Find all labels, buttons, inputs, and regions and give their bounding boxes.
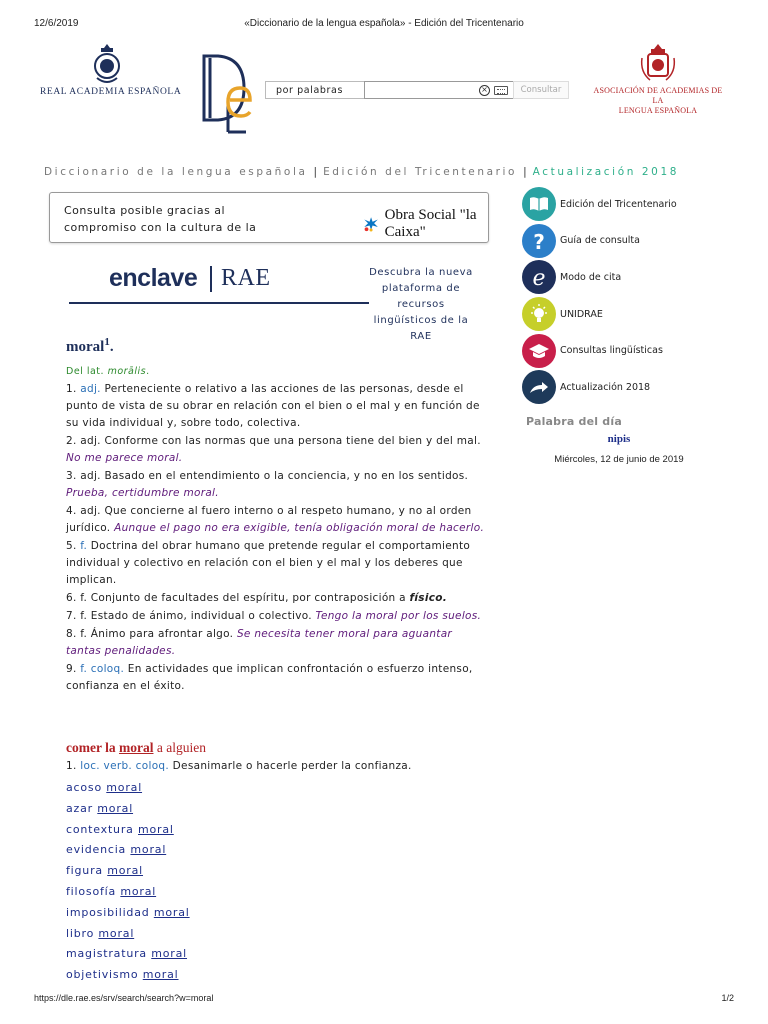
related-item[interactable] — [66, 861, 190, 882]
related-link[interactable] — [66, 927, 134, 940]
related-item[interactable] — [66, 882, 190, 903]
double-arrow-icon[interactable] — [522, 370, 556, 404]
related-item[interactable] — [66, 944, 190, 965]
definition-category: adj. — [80, 435, 101, 447]
definition-item — [66, 538, 486, 589]
related-item[interactable] — [66, 965, 190, 986]
sidebar-item[interactable] — [522, 296, 722, 333]
definition-text: Ánimo para afrontar algo. — [90, 628, 234, 640]
print-page: 1/2 — [721, 993, 734, 1003]
definition-number: 1. — [66, 383, 77, 395]
related-link[interactable] — [66, 947, 187, 960]
definition-text: Que concierne al fuero interno o al respeto humano, y no al orden jurídico. — [66, 505, 472, 534]
top-nav — [44, 166, 679, 178]
etym-word: morālis — [107, 366, 147, 377]
palabra-del-dia-word[interactable]: nipis — [607, 433, 631, 445]
related-item[interactable] — [66, 799, 190, 820]
definition-number: 6. — [66, 592, 77, 604]
enclave-promo[interactable]: Descubra la nueva plataforma de recursos lingüísticos de la RAE — [369, 267, 473, 342]
definition-number: 3. — [66, 470, 77, 482]
lightbulb-icon[interactable] — [522, 297, 556, 331]
related-pre: contextura — [66, 822, 134, 836]
asale-label-1: ASOCIACIÓN DE ACADEMIAS DE LA — [593, 86, 723, 105]
locution-word[interactable]: moral — [118, 740, 154, 755]
nav-item-tricentenario[interactable]: Edición del Tricentenario — [323, 166, 518, 178]
entry-lemma: moral$^1$. — [66, 336, 114, 355]
related-pre: imposibilidad — [66, 905, 150, 919]
dle-logo[interactable] — [200, 50, 264, 136]
definition-text: Perteneciente o relativo a las acciones de las personas, desde el punto de vista de su obrar en relación con el bien o el mal y en función de su vida individual y, sobre todo, colectiva. — [66, 383, 480, 429]
svg-text:?: ? — [533, 229, 545, 254]
sidebar-item[interactable] — [522, 332, 722, 369]
definition-item — [66, 590, 486, 607]
question-icon[interactable] — [522, 224, 556, 258]
definition-category: adj. — [80, 470, 101, 482]
definition-category: f. — [80, 610, 88, 622]
search-mode-select[interactable]: por palabras — [265, 81, 365, 99]
sidebar-item-label[interactable]: UNIDRAE — [560, 308, 603, 320]
definition-item — [66, 503, 486, 537]
definition-number: 7. — [66, 610, 77, 622]
related-word[interactable]: moral — [106, 781, 143, 794]
rae-logo-label: REAL ACADEMIA ESPAÑOLA — [40, 87, 182, 97]
related-link[interactable] — [66, 802, 133, 815]
locution-num: 1. — [66, 760, 77, 772]
e-icon[interactable] — [522, 260, 556, 294]
locution-lead: comer la — [66, 740, 116, 755]
definition-example: Tengo la moral por los suelos. — [315, 610, 482, 622]
related-item[interactable] — [66, 778, 190, 799]
related-link[interactable] — [66, 823, 174, 836]
definition-category: f. — [80, 592, 88, 604]
locution-head — [66, 740, 206, 756]
sidebar-item-label[interactable]: Guía de consulta — [560, 235, 640, 247]
definition-text: Conjunto de facultades del espíritu, por contraposición a — [90, 592, 406, 604]
caixa-star-icon — [362, 213, 382, 235]
related-link[interactable] — [66, 906, 190, 919]
definition-number: 5. — [66, 540, 77, 552]
related-word[interactable]: moral — [97, 801, 134, 815]
definition-example: Prueba, certidumbre moral. — [66, 487, 219, 499]
related-item[interactable] — [66, 903, 190, 924]
asale-crest-icon — [638, 42, 678, 84]
related-pre: objetivismo — [66, 968, 139, 982]
definition-category[interactable]: f. — [80, 663, 88, 675]
related-pre: filosofía — [66, 884, 117, 898]
related-pre: acoso — [66, 781, 102, 794]
book-icon[interactable] — [522, 187, 556, 221]
definition-example: Se necesita tener moral para aguantar tantas penalidades. — [66, 628, 453, 657]
palabra-del-dia-title: Palabra del día — [526, 415, 622, 428]
definition-text: Conforme con las normas que una persona tiene del bien y del mal. — [104, 435, 481, 447]
lemma-sup: 1 — [104, 336, 110, 348]
asale-logo[interactable] — [588, 42, 728, 116]
related-link[interactable] — [66, 864, 143, 877]
related-item[interactable] — [66, 924, 190, 945]
print-footer — [34, 993, 734, 1007]
definition-item — [66, 608, 486, 625]
related-word[interactable]: moral — [107, 864, 144, 878]
asale-label-2: LENGUA ESPAÑOLA — [618, 106, 698, 115]
palabra-del-dia-date: Miércoles, 12 de junio de 2019 — [554, 454, 684, 465]
enclave-brand: enclave — [109, 264, 198, 292]
definition-category[interactable]: adj. — [80, 383, 101, 395]
definition-text: Basado en el entendimiento o la conciencia, y no en los sentidos. — [104, 470, 469, 482]
related-link[interactable] — [66, 885, 156, 898]
print-header — [34, 18, 734, 32]
nav-item-actualizacion[interactable]: Actualización 2018 — [532, 166, 680, 178]
sponsor-line-2: compromiso con la cultura de la — [64, 221, 257, 234]
related-word[interactable]: moral — [120, 884, 157, 898]
locution-definition — [66, 760, 412, 772]
related-pre: evidencia — [66, 843, 127, 857]
definition-text: En actividades que implican confrontación o esfuerzo intenso, confianza en el éxito. — [66, 663, 473, 692]
enclave-rae: RAE — [221, 265, 271, 291]
nav-separator: | — [523, 166, 527, 178]
sponsor-box[interactable] — [49, 192, 489, 243]
related-pre: figura — [66, 864, 103, 878]
related-forms — [66, 778, 190, 986]
etym-prefix: Del lat. — [66, 366, 105, 377]
related-link[interactable] — [66, 843, 166, 856]
definition-category: adj. — [80, 505, 101, 517]
locution-text: Desanimarle o hacerle perder la confianza. — [172, 760, 412, 772]
keyboard-icon[interactable] — [494, 86, 508, 95]
related-word[interactable]: moral — [138, 822, 174, 836]
nav-item-dle[interactable]: Diccionario de la lengua española — [44, 166, 308, 178]
related-word[interactable]: moral — [142, 968, 179, 982]
definition-item — [66, 468, 486, 502]
enclave-banner[interactable] — [69, 262, 369, 304]
related-pre: libro — [66, 926, 95, 940]
definition-item — [66, 433, 486, 467]
related-item[interactable] — [66, 840, 190, 861]
definition-number: 2. — [66, 435, 77, 447]
definition-number: 8. — [66, 628, 77, 640]
definition-number: 9. — [66, 663, 77, 675]
definition-category-2[interactable]: coloq. — [90, 663, 125, 675]
definition-example: No me parece moral. — [66, 452, 183, 464]
related-word[interactable]: moral — [98, 926, 135, 940]
locution-cat[interactable]: loc. verb. coloq. — [80, 760, 170, 772]
definition-item — [66, 661, 486, 695]
related-pre: magistratura — [66, 947, 147, 961]
sponsor-text — [64, 202, 256, 236]
definition-example: Aunque el pago no era exigible, tenía obligación moral de hacerlo. — [114, 522, 485, 534]
related-pre: azar — [66, 801, 93, 815]
obra-social-name: Obra Social "la Caixa" — [384, 207, 477, 240]
sidebar-item-label[interactable]: Consultas lingüísticas — [560, 345, 663, 357]
related-word[interactable]: moral — [130, 843, 167, 857]
related-word[interactable]: moral — [153, 905, 190, 919]
enclave-divider — [210, 266, 212, 292]
sidebar-item[interactable] — [522, 259, 722, 296]
definition-number: 4. — [66, 505, 77, 517]
obra-social-logo[interactable] — [362, 207, 488, 241]
etymology: Del lat. morālis. — [66, 366, 150, 377]
definition-text: Estado de ánimo, individual o colectivo. — [90, 610, 312, 622]
sidebar-item-label[interactable]: Actualización 2018 — [560, 381, 651, 393]
rae-crest-icon — [92, 42, 122, 84]
sidebar-item[interactable] — [522, 369, 722, 406]
search-input[interactable] — [364, 81, 514, 99]
locution-tail: a alguien — [156, 740, 206, 755]
definition-category: f. — [80, 628, 88, 640]
sidebar-item[interactable] — [522, 186, 722, 223]
print-title: «Diccionario de la lengua española» - Edición del Tricentenario — [244, 18, 524, 29]
clear-icon[interactable]: × — [479, 85, 490, 96]
related-link[interactable] — [66, 968, 179, 981]
related-link[interactable] — [66, 781, 142, 794]
print-url: https://dle.rae.es/srv/search/search?w=moral — [34, 993, 214, 1003]
right-sidebar — [522, 186, 722, 406]
sponsor-line-1: Consulta posible gracias al — [64, 204, 226, 217]
print-date: 12/6/2019 — [34, 18, 79, 29]
rae-logo[interactable] — [40, 42, 182, 97]
search-button[interactable]: Consultar — [513, 81, 569, 99]
sidebar-item[interactable] — [522, 223, 722, 260]
related-item[interactable] — [66, 820, 190, 841]
related-word[interactable]: moral — [151, 947, 188, 961]
graduation-cap-icon[interactable] — [522, 334, 556, 368]
definition-item — [66, 626, 486, 660]
nav-separator: | — [313, 166, 318, 178]
sidebar-item-label[interactable]: Modo de cita — [560, 271, 622, 283]
definitions-list — [66, 381, 486, 696]
definition-bold-tail[interactable]: físico. — [409, 592, 448, 604]
sidebar-item-label[interactable]: Edición del Tricentenario — [560, 198, 677, 210]
svg-text:e: e — [532, 266, 546, 292]
definition-text: Doctrina del obrar humano que pretende regular el comportamiento individual y colectivo en relación con el bien y el mal y los deberes que implican. — [66, 540, 471, 586]
definition-item — [66, 381, 486, 432]
lemma-word: moral — [66, 339, 105, 355]
definition-category[interactable]: f. — [80, 540, 88, 552]
